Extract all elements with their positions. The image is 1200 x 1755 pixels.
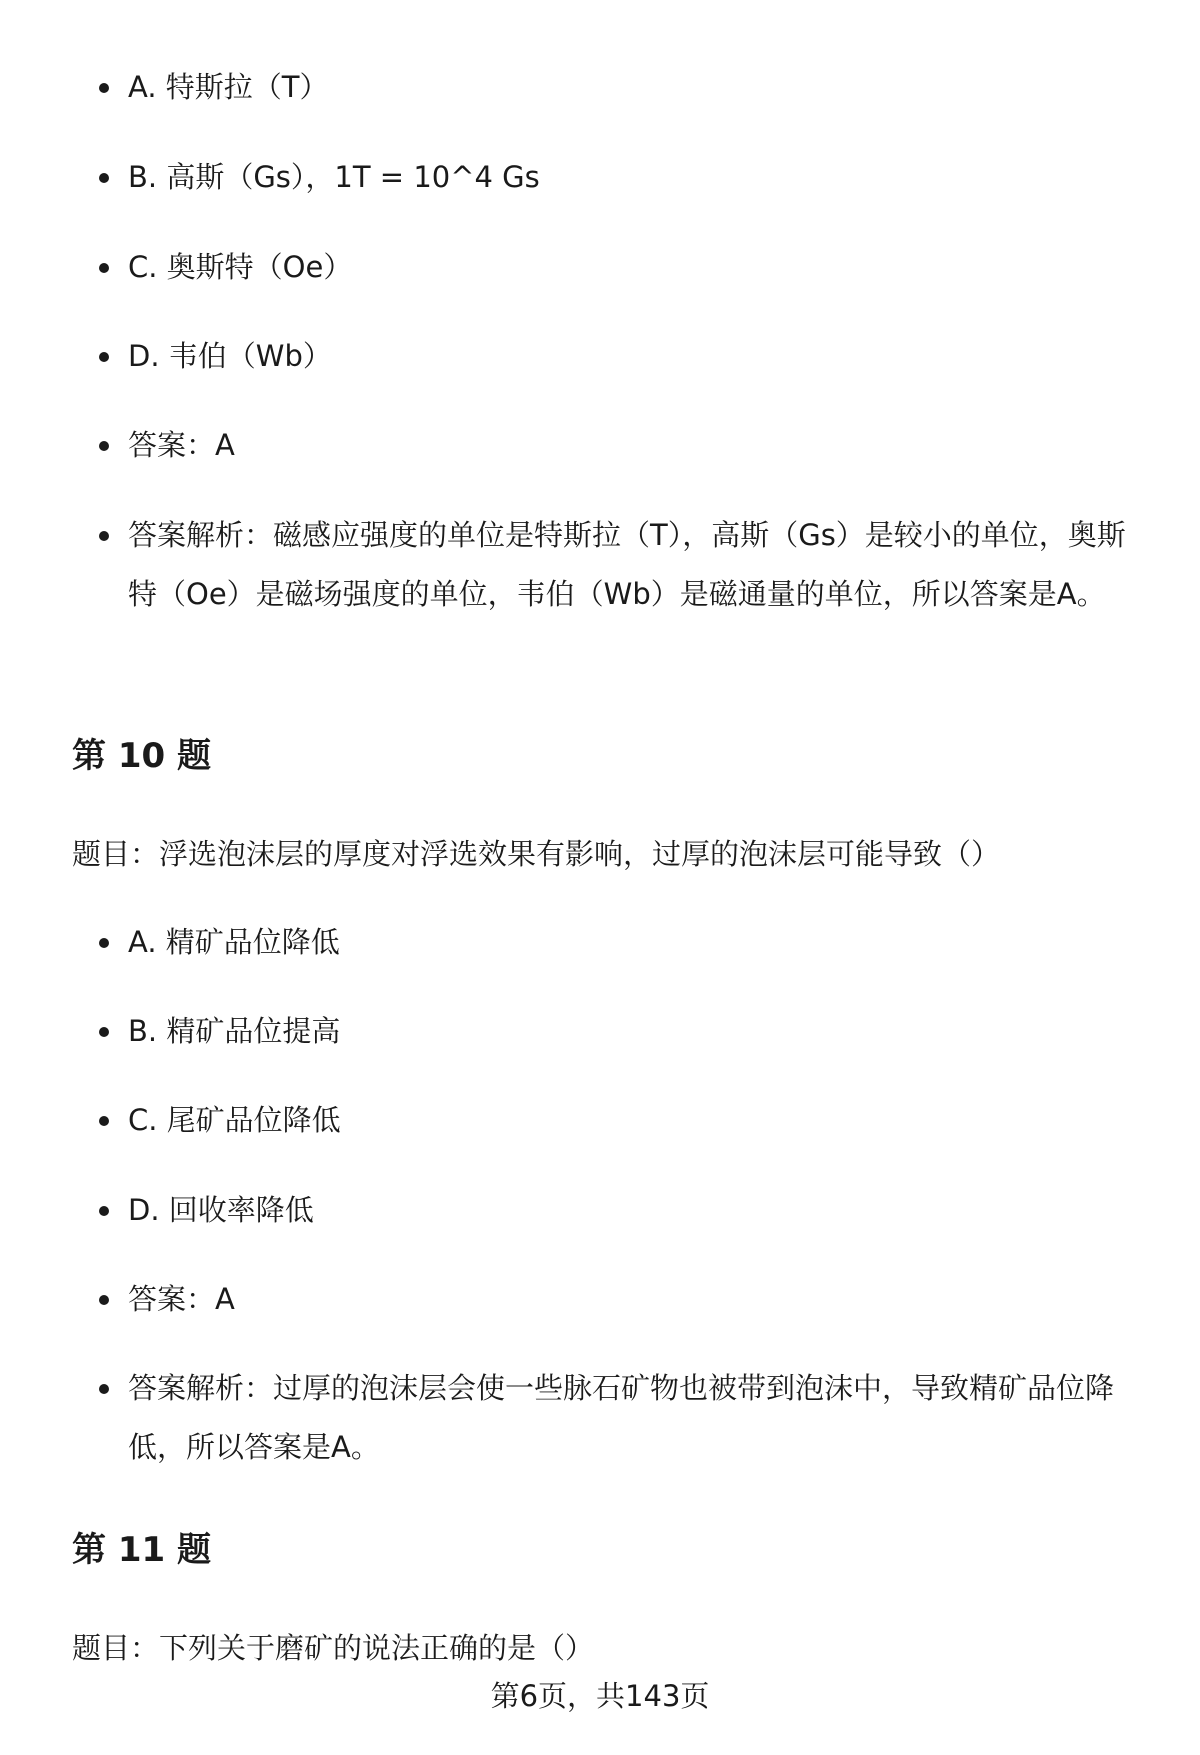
option-d: D. 韦伯（Wb） [128, 327, 1148, 386]
option-c: C. 尾矿品位降低 [128, 1091, 1148, 1150]
option-a: A. 精矿品位降低 [128, 913, 1148, 972]
page-number: 第6页，共143页 [490, 1679, 710, 1713]
option-a: A. 特斯拉（T） [128, 58, 1148, 117]
answer: 答案：A [128, 416, 1148, 475]
question-stem: 题目：浮选泡沫层的厚度对浮选效果有影响，过厚的泡沫层可能导致（） [72, 837, 1001, 871]
option-c: C. 奥斯特（Oe） [128, 238, 1148, 297]
question-stem: 题目：下列关于磨矿的说法正确的是（） [72, 1631, 595, 1665]
answer-analysis: 答案解析：过厚的泡沫层会使一些脉石矿物也被带到泡沫中，导致精矿品位降低，所以答案是A。 [128, 1359, 1148, 1477]
question-heading: 第 10 题 [72, 736, 211, 776]
option-d: D. 回收率降低 [128, 1181, 1148, 1240]
question-heading: 第 11 题 [72, 1530, 211, 1570]
option-b: B. 精矿品位提高 [128, 1002, 1148, 1061]
answer-analysis: 答案解析：磁感应强度的单位是特斯拉（T），高斯（Gs）是较小的单位，奥斯特（Oe）是磁场强度的单位，韦伯（Wb）是磁通量的单位，所以答案是A。 [128, 506, 1148, 624]
answer: 答案：A [128, 1270, 1148, 1329]
option-b: B. 高斯（Gs），1T = 10^4 Gs [128, 148, 1148, 207]
